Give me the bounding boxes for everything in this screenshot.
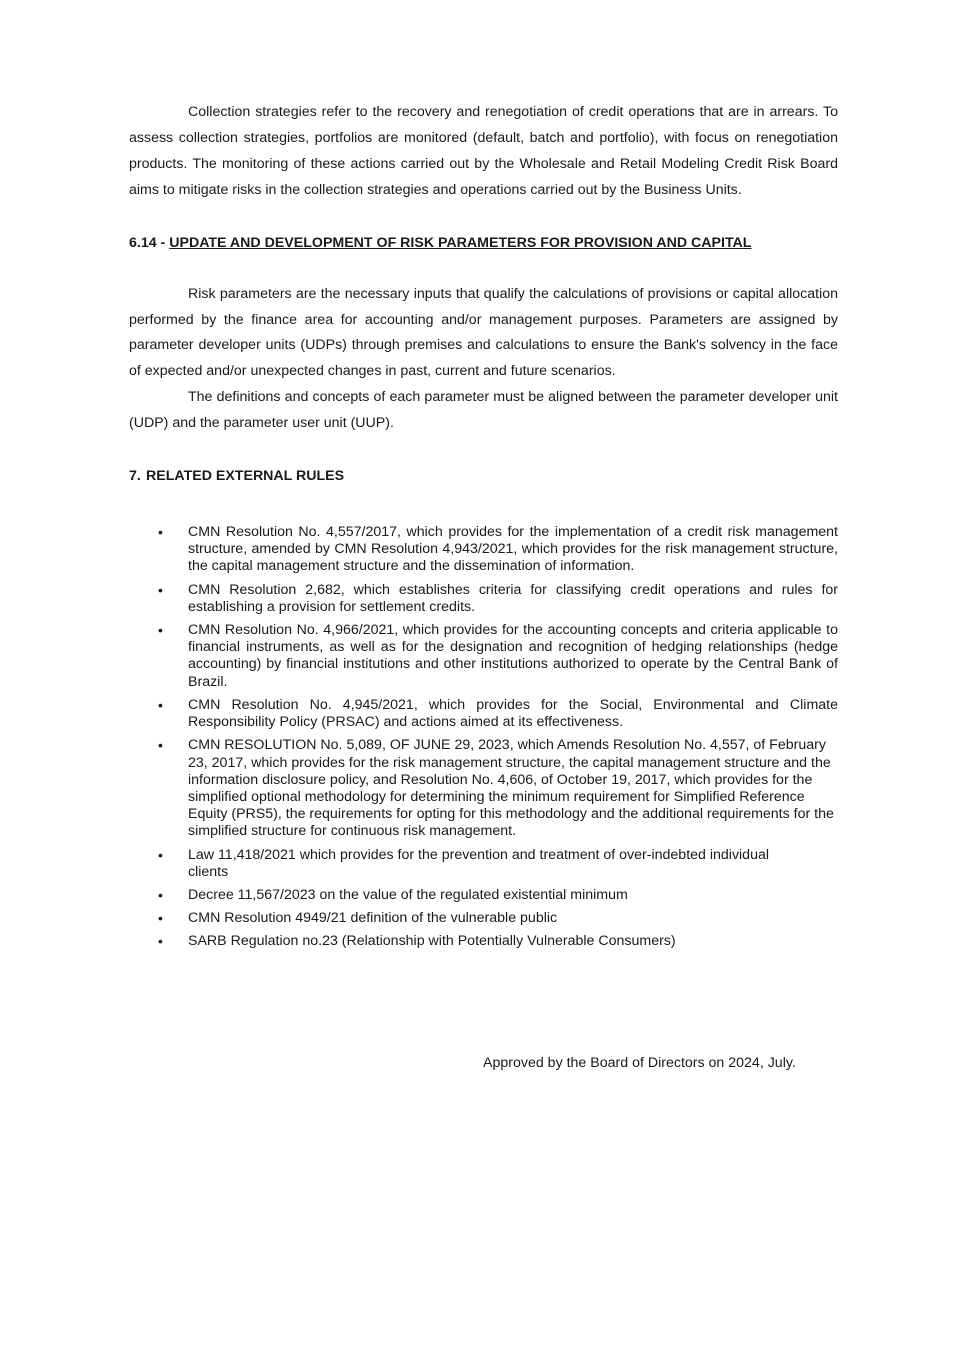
rule-text: CMN Resolution 4949/21 definition of the vulnerable public bbox=[188, 910, 558, 927]
section-7-number: 7. bbox=[129, 468, 141, 485]
rule-text: CMN Resolution No. 4,557/2017, which provides for the implementation of a credit risk management structure, amended by CMN Resolution 4,943/2021, which provides for the risk management structure, the capital management structure and the dissemination of information. bbox=[188, 524, 838, 575]
bullet-icon: • bbox=[158, 524, 163, 541]
list-item bbox=[129, 524, 838, 576]
bullet-icon: • bbox=[158, 846, 163, 863]
list-item bbox=[129, 887, 838, 904]
list-item bbox=[129, 910, 838, 927]
rule-text: CMN Resolution No. 4,966/2021, which provides for the accounting concepts and criteria applicable to financial instruments, as well as for the designation and recognition of hedging relationships (hedge accounting) by financial institutions and other institutions authorized to operate by the Central Bank of Brazil. bbox=[188, 622, 838, 690]
list-item bbox=[129, 737, 838, 840]
list-item bbox=[129, 847, 838, 881]
document-page bbox=[129, 100, 838, 951]
rule-text: CMN Resolution 2,682, which establishes criteria for classifying credit operations and rules for establishing a provision for settlement credits. bbox=[188, 581, 838, 615]
bullet-icon: • bbox=[158, 886, 163, 903]
board-approval-note: Approved by the Board of Directors on 2024, July. bbox=[483, 1055, 796, 1071]
list-item bbox=[129, 622, 838, 691]
list-item bbox=[129, 933, 838, 950]
list-item bbox=[129, 697, 838, 731]
section-6-14-title: UPDATE AND DEVELOPMENT OF RISK PARAMETERS FOR PROVISION AND CAPITAL bbox=[169, 234, 752, 251]
section-6-14-heading bbox=[129, 230, 838, 256]
external-rules-list bbox=[129, 524, 838, 950]
list-item bbox=[129, 582, 838, 616]
bullet-icon: • bbox=[158, 910, 163, 927]
section-7-title: RELATED EXTERNAL RULES bbox=[146, 468, 345, 485]
risk-parameters-paragraph: Risk parameters are the necessary inputs that qualify the calculations of provisions or capital allocation performed by the finance area for accounting and/or management purposes. Parameters are assigned by parameter developer units (UDPs) through premises and calculations to ensure the Bank's solvency in the face of expected and/or unexpected changes in past, current and future scenarios. bbox=[129, 285, 838, 380]
rule-text: SARB Regulation no.23 (Relationship with Potentially Vulnerable Consumers) bbox=[188, 933, 676, 950]
bullet-icon: • bbox=[158, 581, 163, 598]
bullet-icon: • bbox=[158, 933, 163, 950]
section-7-heading bbox=[129, 463, 838, 489]
parameter-definitions-paragraph: The definitions and concepts of each parameter must be aligned between the parameter developer unit (UDP) and the parameter user unit (UUP). bbox=[129, 389, 838, 432]
rule-text: Decree 11,567/2023 on the value of the regulated existential minimum bbox=[188, 886, 628, 903]
rule-text: Law 11,418/2021 which provides for the prevention and treatment of over-indebted individual clients bbox=[188, 846, 770, 880]
bullet-icon: • bbox=[158, 696, 163, 713]
bullet-icon: • bbox=[158, 737, 163, 754]
bullet-icon: • bbox=[158, 622, 163, 639]
rule-text: CMN Resolution No. 4,945/2021, which provides for the Social, Environmental and Climate Responsibility Policy (PRSAC) and actions aimed at its effectiveness. bbox=[188, 696, 838, 731]
section-6-14-number: 6.14 - bbox=[129, 234, 170, 251]
rule-text: CMN RESOLUTION No. 5,089, OF JUNE 29, 2023, which Amends Resolution No. 4,557, of February 23, 2017, which provides for the risk management structure, the capital management structure and the information disclosure policy, and Resolution No. 4,606, of October 19, 2017, which provides for the simplified optional methodology for determining the minimum requirement for Simplified Reference Equity (PRS5), the requirements for opting for this methodology and the additional requirements for the simplified structure for continuous risk management. bbox=[188, 737, 834, 840]
collection-strategies-paragraph: Collection strategies refer to the recovery and renegotiation of credit operations that are in arrears. To assess collection strategies, portfolios are monitored (default, batch and portfolio), with focus on renegotiation products. The monitoring of these actions carried out by the Wholesale and Retail Modeling Credit Risk Board aims to mitigate risks in the collection strategies and operations carried out by the Business Units. bbox=[129, 104, 838, 198]
